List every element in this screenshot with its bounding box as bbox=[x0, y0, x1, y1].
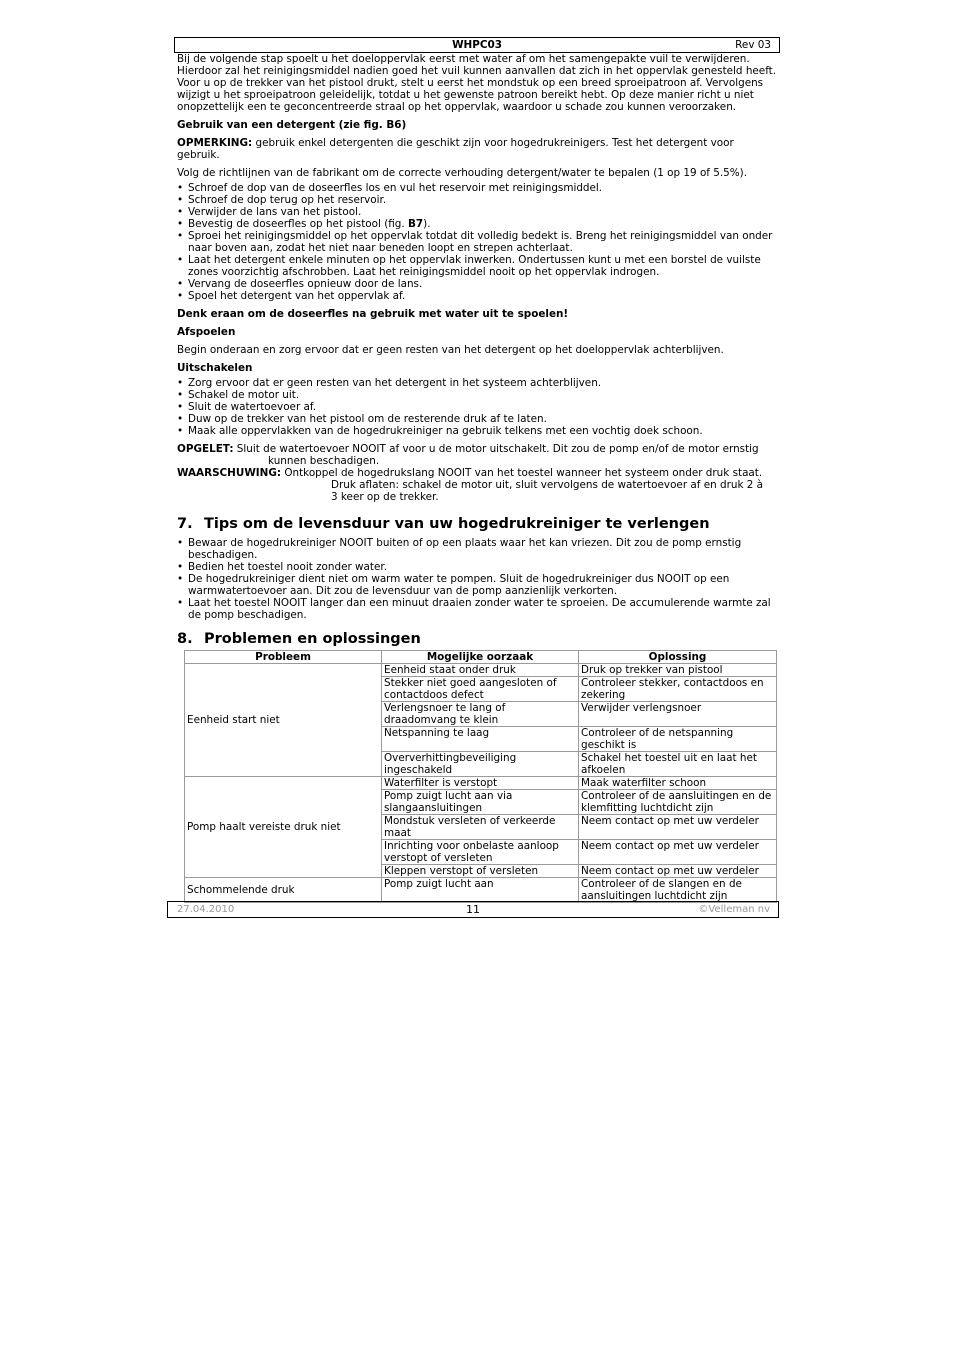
tips-list bbox=[177, 537, 777, 621]
list-item: • Duw op de trekker van het pistool om de resterende druk af te laten. bbox=[177, 413, 777, 425]
content bbox=[174, 53, 777, 903]
detergent-guideline: Volg de richtlijnen van de fabrikant om de correcte verhouding detergent/water te bepalen (1 op 19 of 5.5%). bbox=[177, 167, 748, 179]
caution-label: OPGELET: bbox=[177, 443, 234, 455]
list-item: • Verwijder de lans van het pistool. bbox=[177, 206, 777, 218]
cause-cell: Kleppen verstopt of versleten bbox=[382, 865, 579, 878]
cause-cell: Oververhittingbeveiliging ingeschakeld bbox=[382, 752, 579, 777]
warning-label: WAARSCHUWING: bbox=[177, 467, 282, 479]
table-header-row bbox=[185, 651, 777, 664]
column-header: Mogelijke oorzaak bbox=[382, 651, 579, 664]
cause-cell: Stekker niet goed aangesloten of contactdoos defect bbox=[382, 677, 579, 702]
list-item: • Bevestig de doseerfles op het pistool (fig. B7). bbox=[177, 218, 777, 230]
list-item: • Sproei het reinigingsmiddel op het oppervlak totdat dit volledig bedekt is. Breng het reinigingsmiddel van onder naar boven aan, zodat het niet naar beneden loopt en strepen achterlaat. bbox=[177, 230, 777, 254]
model-number: WHPC03 bbox=[452, 39, 502, 51]
shutdown-steps bbox=[177, 377, 777, 437]
solution-cell: Controleer stekker, contactdoos en zekering bbox=[579, 677, 777, 702]
footer-date: 27.04.2010 bbox=[177, 904, 235, 915]
column-header: Oplossing bbox=[579, 651, 777, 664]
section-7-heading: 7. Tips om de levensduur van uw hogedrukreiniger te verlengen bbox=[177, 516, 710, 532]
detergent-steps bbox=[177, 182, 777, 302]
list-item: • Schakel de motor uit. bbox=[177, 389, 777, 401]
list-item: • De hogedrukreiniger dient niet om warm water te pompen. Sluit de hogedrukreiniger dus NOOIT op een warmwatertoevoer aan. Dit zou de levensduur van de pomp aanzienlijk verkorten. bbox=[177, 573, 777, 597]
list-item: • Spoel het detergent van het oppervlak af. bbox=[177, 290, 777, 302]
cause-cell: Mondstuk versleten of verkeerde maat bbox=[382, 815, 579, 840]
page-footer bbox=[167, 901, 779, 918]
cause-cell: Waterfilter is verstopt bbox=[382, 777, 579, 790]
caution-continuation: kunnen beschadigen. bbox=[268, 455, 380, 467]
rinse-heading: Afspoelen bbox=[177, 326, 236, 338]
page bbox=[174, 37, 777, 903]
list-item: • Bedien het toestel nooit zonder water. bbox=[177, 561, 777, 573]
solution-cell: Druk op trekker van pistool bbox=[579, 664, 777, 677]
list-item: • Maak alle oppervlakken van de hogedrukreiniger na gebruik telkens met een vochtig doek schoon. bbox=[177, 425, 777, 437]
solution-cell: Controleer of de aansluitingen en de klemfitting luchtdicht zijn bbox=[579, 790, 777, 815]
detergent-reminder: Denk eraan om de doseerfles na gebruik met water uit te spoelen! bbox=[177, 308, 569, 320]
list-item: • Sluit de watertoevoer af. bbox=[177, 401, 777, 413]
column-header: Probleem bbox=[185, 651, 382, 664]
list-item: • Schroef de dop terug op het reservoir. bbox=[177, 194, 777, 206]
footer-copyright: ©Velleman nv bbox=[698, 904, 770, 915]
list-item: • Laat het detergent enkele minuten op het oppervlak inwerken. Ondertussen kunt u met een borstel de vuilste zones voorzichtig afschrobben. Laat het reinigingsmiddel nooit op het oppervlak indrogen. bbox=[177, 254, 777, 278]
intro-paragraph: Bij de volgende stap spoelt u het doeloppervlak eerst met water af om het samengepakte vuil te verwijderen. Hierdoor zal het reinigingsmiddel nadien goed het vuil kunnen aanvallen dat zich in het oppervlak genesteld heeft. Voor u op de trekker van het pistool drukt, stelt u eerst het mondstuk op een breed sproeipatroon af. Vervolgens wijzigt u het sproeipatroon geleidelijk, totdat u het gewenste patroon bereikt hebt. Op deze manier richt u niet onopzettelijk een te geconcentreerde straal op het oppervlak, waardoor u schade zou kunnen veroorzaken. bbox=[177, 53, 777, 113]
problem-cell: Eenheid start niet bbox=[185, 664, 382, 777]
solution-cell: Controleer of de slangen en de aansluitingen luchtdicht zijn bbox=[579, 878, 777, 903]
solution-cell: Neem contact op met uw verdeler bbox=[579, 815, 777, 840]
detergent-note bbox=[177, 137, 777, 161]
solution-cell: Verwijder verlengsnoer bbox=[579, 702, 777, 727]
note-label: OPMERKING: bbox=[177, 137, 253, 149]
warning-continuation: 3 keer op de trekker. bbox=[331, 491, 439, 503]
table-row bbox=[185, 777, 777, 790]
cause-cell: Pomp zuigt lucht aan bbox=[382, 878, 579, 903]
cause-cell: Verlengsnoer te lang of draadomvang te klein bbox=[382, 702, 579, 727]
troubleshooting-table bbox=[184, 650, 777, 903]
page-number: 11 bbox=[466, 903, 480, 916]
list-item: • Laat het toestel NOOIT langer dan een minuut draaien zonder water te sproeien. De accumulerende warmte zal de pomp beschadigen. bbox=[177, 597, 777, 621]
table-row bbox=[185, 664, 777, 677]
cause-cell: Inrichting voor onbelaste aanloop verstopt of versleten bbox=[382, 840, 579, 865]
solution-cell: Neem contact op met uw verdeler bbox=[579, 865, 777, 878]
problem-cell: Pomp haalt vereiste druk niet bbox=[185, 777, 382, 878]
cause-cell: Pomp zuigt lucht aan via slangaansluitingen bbox=[382, 790, 579, 815]
page-header bbox=[174, 37, 780, 53]
list-item: • Zorg ervoor dat er geen resten van het detergent in het systeem achterblijven. bbox=[177, 377, 777, 389]
solution-cell: Controleer of de netspanning geschikt is bbox=[579, 727, 777, 752]
solution-cell: Schakel het toestel uit en laat het afkoelen bbox=[579, 752, 777, 777]
warning-notice: WAARSCHUWING: Ontkoppel de hogedrukslang NOOIT van het toestel wanneer het systeem onder druk staat. bbox=[177, 467, 763, 479]
list-item: • Schroef de dop van de doseerfles los en vul het reservoir met reinigingsmiddel. bbox=[177, 182, 777, 194]
section-8-heading: 8. Problemen en oplossingen bbox=[177, 631, 421, 647]
detergent-heading: Gebruik van een detergent (zie fig. B6) bbox=[177, 119, 407, 131]
solution-cell: Maak waterfilter schoon bbox=[579, 777, 777, 790]
cause-cell: Netspanning te laag bbox=[382, 727, 579, 752]
rinse-text: Begin onderaan en zorg ervoor dat er geen resten van het detergent op het doeloppervlak achterblijven. bbox=[177, 344, 724, 356]
note-text: gebruik enkel detergenten die geschikt zijn voor hogedrukreinigers. Test het detergent voor gebruik. bbox=[177, 137, 734, 161]
problem-cell: Schommelende druk bbox=[185, 878, 382, 903]
solution-cell: Neem contact op met uw verdeler bbox=[579, 840, 777, 865]
list-item: • Vervang de doseerfles opnieuw door de lans. bbox=[177, 278, 777, 290]
caution-notice: OPGELET: Sluit de watertoevoer NOOIT af voor u de motor uitschakelt. Dit zou de pomp en/of de motor ernstig bbox=[177, 443, 759, 455]
list-item: • Bewaar de hogedrukreiniger NOOIT buiten of op een plaats waar het kan vriezen. Dit zou de pomp ernstig beschadigen. bbox=[177, 537, 777, 561]
shutdown-heading: Uitschakelen bbox=[177, 362, 253, 374]
cause-cell: Eenheid staat onder druk bbox=[382, 664, 579, 677]
revision: Rev 03 bbox=[735, 39, 771, 51]
table-row bbox=[185, 878, 777, 903]
warning-continuation: Druk aflaten: schakel de motor uit, sluit vervolgens de watertoevoer af en druk 2 à bbox=[331, 479, 764, 491]
